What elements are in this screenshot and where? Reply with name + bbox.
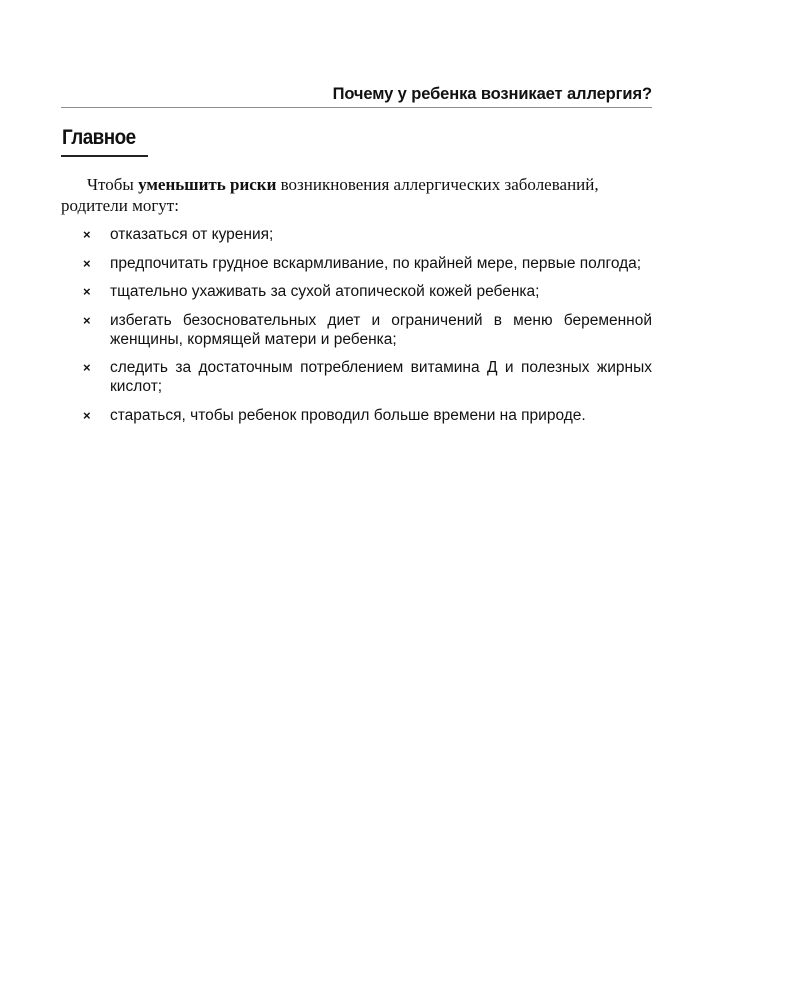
section-title: Главное: [62, 126, 136, 149]
list-item-text: следить за достаточным потреблением витамина Д и полезных жирных кислот;: [110, 359, 652, 395]
recommendation-list: [61, 225, 652, 434]
list-item-text: тщательно ухаживать за сухой атопической кожей ребенка;: [110, 283, 540, 300]
running-header: Почему у ребенка возникает аллергия?: [332, 85, 652, 103]
list-item: [61, 406, 652, 425]
list-item: [61, 282, 652, 301]
header-divider: [61, 107, 652, 108]
list-item: [61, 225, 652, 244]
list-item-text: предпочитать грудное вскармливание, по крайней мере, первые полгода;: [110, 254, 642, 272]
intro-paragraph: [61, 174, 652, 216]
list-item-text: избегать безосновательных диет и ограничений в меню беременной женщины, кормящей матери и ребенка;: [110, 311, 652, 348]
list-item: [61, 358, 652, 396]
list-item: [61, 254, 652, 273]
cross-bullet-icon: ×: [83, 255, 91, 271]
intro-emphasis: уменьшить риски: [138, 175, 277, 194]
cross-bullet-icon: ×: [83, 360, 91, 375]
list-item-text: отказаться от курения;: [110, 226, 274, 243]
cross-bullet-icon: ×: [83, 284, 91, 299]
cross-bullet-icon: ×: [83, 407, 91, 423]
intro-lead: Чтобы: [87, 175, 139, 194]
intro-rest: возникновения аллергических заболеваний, родители могут:: [61, 175, 599, 215]
list-item: [61, 311, 652, 349]
section-title-underline: [61, 155, 148, 157]
cross-bullet-icon: ×: [83, 227, 91, 242]
document-page: [61, 0, 652, 1000]
list-item-text: стараться, чтобы ребенок проводил больше времени на природе.: [110, 406, 586, 424]
cross-bullet-icon: ×: [83, 312, 91, 328]
